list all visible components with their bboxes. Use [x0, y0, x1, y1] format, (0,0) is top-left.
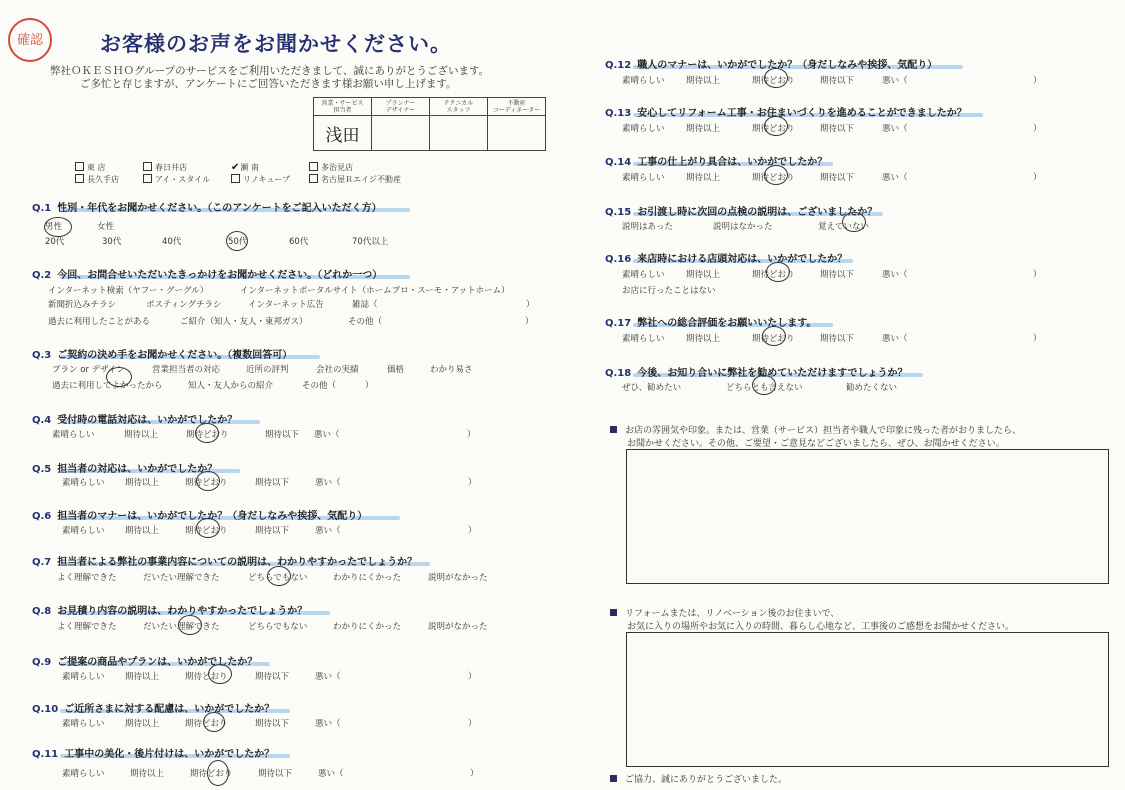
store-option[interactable] — [231, 162, 259, 173]
answer-option[interactable]: 期待以下 — [820, 76, 855, 86]
staff-value-planner[interactable] — [372, 116, 430, 151]
checkbox-icon[interactable] — [309, 162, 318, 171]
answer-option[interactable]: ） — [1033, 334, 1042, 344]
answer-option[interactable]: 期待以上 — [125, 478, 160, 488]
store-label: 多治見店 — [321, 163, 353, 172]
answer-option[interactable]: 素晴らしい — [62, 478, 105, 488]
answer-option[interactable]: 素晴らしい — [622, 270, 665, 280]
handwritten-circle-mark — [207, 760, 229, 786]
staff-header-technical: テクニカル スタッフ — [430, 98, 488, 116]
question-heading — [32, 553, 417, 568]
question-number: Q.12 — [605, 60, 632, 71]
checkbox-icon[interactable] — [143, 174, 152, 183]
answer-option[interactable]: ぜひ、勧めたい — [622, 383, 682, 393]
page-title: お客様のお声をお聞かせください。 — [100, 32, 452, 56]
answer-option[interactable]: 過去に利用してよかったから — [52, 381, 163, 391]
answer-option[interactable]: 素晴らしい — [52, 430, 95, 440]
store-label: 瀬 南 — [240, 163, 259, 172]
question-number: Q.11 — [32, 749, 59, 760]
question-heading — [32, 745, 274, 760]
answer-option[interactable]: 知人・友人からの紹介 — [188, 381, 274, 391]
question-text: 弊社への総合評価をお願いいたします。 — [637, 318, 817, 329]
answer-option[interactable]: 説明はなかった — [713, 222, 773, 232]
answer-option[interactable]: 悪い（ — [882, 124, 908, 134]
handwritten-circle-mark — [226, 231, 248, 251]
handwritten-circle-mark — [752, 375, 776, 395]
answer-option[interactable]: ご紹介（知人・友人・東邦ガス） — [180, 317, 308, 327]
answer-option[interactable]: 70代以上 — [352, 237, 389, 247]
answer-option[interactable]: 悪い（ — [315, 719, 341, 729]
answer-option[interactable]: 営業担当者の対応 — [152, 365, 221, 375]
confirmation-stamp: 確認 — [8, 18, 52, 62]
question-number: Q.2 — [32, 270, 52, 281]
staff-header-sales: 営業・サービス 担当者 — [314, 98, 372, 116]
staff-header-realestate: 不動産 コーディネーター — [488, 98, 546, 116]
answer-option[interactable]: ） — [470, 769, 479, 779]
answer-option[interactable]: 期待以下 — [258, 769, 293, 779]
question-number: Q.4 — [32, 415, 52, 426]
answer-option[interactable]: インターネットポータルサイト（ホームプロ・スーモ・アットホーム） — [240, 286, 510, 296]
handwritten-circle-mark — [842, 212, 866, 232]
answer-option[interactable]: インターネット広告 — [248, 300, 324, 310]
question-number: Q.5 — [32, 464, 52, 475]
checkbox-icon[interactable] — [75, 174, 84, 183]
square-bullet-icon — [610, 426, 617, 433]
answer-option[interactable]: 期待どおり — [752, 334, 795, 344]
answer-option[interactable]: どちらでもない — [248, 573, 308, 583]
store-label: 名古屋Ｒエイジ不動産 — [321, 175, 401, 184]
question-text: お引渡し時に次回の点検の説明は、ございましたか？ — [637, 207, 878, 218]
answer-option[interactable]: 説明がなかった — [428, 573, 488, 583]
answer-option[interactable]: 女性 — [97, 222, 115, 232]
answer-option[interactable]: ） — [525, 317, 534, 327]
staff-table — [313, 97, 546, 151]
answer-option[interactable]: 期待以下 — [255, 672, 290, 682]
answer-option[interactable]: その他（ — [302, 381, 337, 391]
answer-option[interactable]: ） — [468, 478, 477, 488]
question-text: 今後、お知り合いに弊社を勧めていただけますでしょうか？ — [637, 368, 908, 379]
store-option[interactable] — [231, 174, 290, 185]
question-number: Q.14 — [605, 157, 632, 168]
answer-option[interactable]: 素晴らしい — [62, 769, 105, 779]
answer-option[interactable]: その他（ — [348, 317, 383, 327]
answer-option[interactable]: 素晴らしい — [622, 76, 665, 86]
answer-option[interactable]: プラン or デザイン — [52, 365, 126, 375]
answer-option[interactable]: 男性 — [45, 222, 63, 232]
answer-option[interactable]: 期待以上 — [686, 173, 721, 183]
answer-option[interactable]: ） — [526, 300, 535, 310]
answer-option[interactable]: 期待どおり — [752, 173, 795, 183]
answer-option[interactable]: ） — [468, 719, 477, 729]
question-text: 安心してリフォーム工事・お住まいづくりを進めることができましたか？ — [637, 108, 967, 119]
handwritten-circle-mark — [208, 664, 232, 684]
comment2-heading-line2: お気に入りの場所やお気に入りの時間、暮らし心地など、工事後のご感想をお聞かせください。 — [627, 622, 1015, 632]
handwritten-circle-mark — [766, 262, 790, 282]
comment2-box[interactable] — [626, 632, 1109, 767]
answer-option[interactable]: 素晴らしい — [622, 334, 665, 344]
answer-option[interactable]: 期待どおり — [185, 672, 228, 682]
question-heading — [605, 314, 816, 329]
answer-option[interactable]: どちらでもない — [248, 622, 308, 632]
answer-option[interactable]: 期待以下 — [255, 478, 290, 488]
answer-option[interactable]: 会社の実績 — [316, 365, 359, 375]
answer-option[interactable]: わかり易さ — [430, 365, 473, 375]
question-heading — [32, 700, 274, 715]
question-heading — [605, 153, 827, 168]
answer-option[interactable]: 期待どおり — [190, 769, 233, 779]
store-label: リノキューブ — [243, 175, 290, 184]
answer-option[interactable]: 期待以下 — [255, 526, 290, 536]
question-number: Q.16 — [605, 254, 632, 265]
answer-option[interactable]: 雑誌（ — [352, 300, 378, 310]
answer-option[interactable]: 期待以上 — [124, 430, 159, 440]
answer-option[interactable]: よく理解できた — [57, 573, 117, 583]
store-label: 東 店 — [87, 163, 106, 172]
answer-option[interactable]: 新聞折込みチラシ — [48, 300, 117, 310]
answer-option[interactable]: 説明はあった — [622, 222, 673, 232]
answer-option[interactable]: ） — [468, 672, 477, 682]
question-text: 今回、お問合せいただいたきっかけをお聞かせください。（どれか一つ） — [57, 270, 383, 281]
handwritten-circle-mark — [44, 217, 72, 237]
handwritten-circle-mark — [764, 165, 788, 185]
answer-option[interactable]: 悪い（ — [882, 173, 908, 183]
checkbox-icon[interactable] — [143, 162, 152, 171]
answer-option[interactable]: 悪い（ — [882, 270, 908, 280]
answer-option[interactable]: 期待どおり — [752, 76, 795, 86]
answer-option[interactable]: 40代 — [162, 237, 182, 247]
handwritten-circle-mark — [203, 712, 225, 732]
answer-option[interactable]: わかりにくかった — [333, 573, 402, 583]
answer-option[interactable]: お店に行ったことはない — [622, 286, 716, 296]
store-option[interactable] — [75, 162, 106, 173]
answer-option[interactable]: 素晴らしい — [622, 173, 665, 183]
question-text: ご提案の商品やプランは、いかがでしたか？ — [57, 657, 258, 668]
staff-value-technical[interactable] — [430, 116, 488, 151]
answer-option[interactable]: 説明がなかった — [428, 622, 488, 632]
question-number: Q.6 — [32, 511, 52, 522]
handwritten-circle-mark — [762, 326, 786, 346]
question-text: 職人のマナーは、いかがでしたか？（身だしなみや挨拶、気配り） — [637, 60, 938, 71]
store-label: 長久手店 — [87, 175, 119, 184]
answer-option[interactable]: 覚えていない — [818, 222, 870, 232]
question-text: 担当者の対応は、いかがでしたか？ — [57, 464, 218, 475]
handwritten-circle-mark — [106, 367, 132, 387]
answer-option[interactable]: 悪い（ — [314, 430, 340, 440]
answer-option[interactable]: わかりにくかった — [333, 622, 402, 632]
checkbox-icon[interactable] — [231, 174, 240, 183]
answer-option[interactable]: 悪い（ — [882, 334, 908, 344]
answer-option[interactable]: 期待どおり — [186, 430, 229, 440]
answer-option[interactable]: 期待以上 — [130, 769, 165, 779]
square-bullet-icon — [610, 775, 617, 782]
question-heading — [32, 266, 382, 281]
answer-option[interactable]: 期待以上 — [125, 672, 160, 682]
store-option[interactable] — [309, 162, 353, 173]
question-number: Q.13 — [605, 108, 632, 119]
question-number: Q.10 — [32, 704, 59, 715]
comment2-heading: リフォームまたは、リノベーション後のお住まいで、 — [610, 606, 839, 619]
question-text: 工事の仕上がり具合は、いかがでしたか？ — [637, 157, 828, 168]
answer-option[interactable]: 30代 — [102, 237, 122, 247]
store-label: 春日井店 — [155, 163, 187, 172]
handwritten-circle-mark — [267, 566, 291, 586]
question-heading — [32, 602, 307, 617]
answer-option[interactable]: 素晴らしい — [62, 719, 105, 729]
answer-option[interactable]: 素晴らしい — [622, 124, 665, 134]
question-heading — [605, 203, 877, 218]
answer-option[interactable]: 悪い（ — [882, 76, 908, 86]
square-bullet-icon — [610, 609, 617, 616]
intro-line-1: 弊社ＯＫＥＳＨＯグループのサービスをご利用いただきまして、誠にありがとうございます。 — [50, 65, 490, 77]
comment1-box[interactable] — [626, 449, 1109, 584]
question-heading — [32, 199, 382, 214]
answer-option[interactable]: ） — [1033, 124, 1042, 134]
footer-thanks: ご協力、誠にありがとうございました。 — [610, 772, 787, 785]
staff-header-planner: プランナー デザイナー — [372, 98, 430, 116]
answer-option[interactable]: だいたい理解できた — [143, 622, 220, 632]
answer-option[interactable]: よく理解できた — [57, 622, 117, 632]
answer-option[interactable]: だいたい理解できた — [143, 573, 220, 583]
handwritten-circle-mark — [764, 116, 788, 136]
answer-option[interactable]: ） — [1033, 76, 1042, 86]
answer-option[interactable]: 期待どおり — [752, 270, 795, 280]
answer-option[interactable]: 悪い（ — [315, 672, 341, 682]
answer-option[interactable]: どちらとも言えない — [726, 383, 803, 393]
question-number: Q.9 — [32, 657, 52, 668]
answer-option[interactable]: 期待以上 — [686, 76, 721, 86]
staff-value-realestate[interactable] — [488, 116, 546, 151]
comment1-heading-line2: お聞かせください。その他、ご要望・ご意見などございましたら、ぜひ、お聞かせください。 — [627, 439, 1005, 449]
question-number: Q.1 — [32, 203, 52, 214]
comment1-heading: お店の雰囲気や印象。または、営業（サービス）担当者や職人で印象に残った者がおりましたら、 — [610, 423, 1021, 436]
staff-value-sales[interactable]: 浅田 — [314, 116, 372, 151]
question-heading — [32, 460, 217, 475]
store-option[interactable] — [143, 162, 187, 173]
question-number: Q.3 — [32, 350, 52, 361]
answer-option[interactable]: 期待以下 — [820, 173, 855, 183]
answer-option[interactable]: 素晴らしい — [62, 672, 105, 682]
question-number: Q.18 — [605, 368, 632, 379]
question-text: ご契約の決め手をお聞かせください。（複数回答可） — [57, 350, 293, 361]
handwritten-circle-mark — [196, 471, 220, 491]
checkmark-icon[interactable]: ✔ — [231, 162, 240, 173]
answer-option[interactable]: 60代 — [289, 237, 309, 247]
answer-option[interactable]: 勧めたくない — [846, 383, 898, 393]
answer-option[interactable]: ポスティングチラシ — [146, 300, 222, 310]
answer-option[interactable]: 素晴らしい — [62, 526, 105, 536]
store-label: アイ・スタイル — [155, 175, 211, 184]
answer-option[interactable]: 過去に利用したことがある — [48, 317, 151, 327]
store-option[interactable] — [75, 174, 119, 185]
answer-option[interactable]: 期待以上 — [686, 124, 721, 134]
answer-option[interactable]: ） — [1033, 173, 1042, 183]
question-text: 担当者による弊社の事業内容についての説明は、わかりやすかったでしょうか？ — [57, 557, 418, 568]
answer-option[interactable]: 悪い（ — [315, 478, 341, 488]
answer-option[interactable]: 悪い（ — [315, 526, 341, 536]
answer-option[interactable]: 期待以上 — [686, 334, 721, 344]
question-number: Q.8 — [32, 606, 52, 617]
answer-option[interactable]: インターネット検索（ヤフー・グーグル） — [48, 286, 209, 296]
question-text: 担当者のマナーは、いかがでしたか？（身だしなみや挨拶、気配り） — [57, 511, 368, 522]
answer-option[interactable]: 価格 — [387, 365, 405, 375]
answer-option[interactable]: 期待どおり — [185, 478, 228, 488]
intro-line-2: ご多忙と存じますが、アンケートにご回答いただきます様お願い申し上げます。 — [80, 78, 457, 90]
question-text: 受付時の電話対応は、いかがでしたか？ — [57, 415, 238, 426]
answer-option[interactable]: 期待以上 — [125, 526, 160, 536]
handwritten-circle-mark — [195, 423, 219, 443]
answer-option[interactable]: 期待以上 — [125, 719, 160, 729]
checkbox-icon[interactable] — [309, 174, 318, 183]
answer-option[interactable]: 20代 — [45, 237, 65, 247]
handwritten-circle-mark — [178, 615, 202, 635]
handwritten-circle-mark — [764, 68, 788, 88]
question-number: Q.17 — [605, 318, 632, 329]
answer-option[interactable]: 期待どおり — [752, 124, 795, 134]
answer-option[interactable]: 期待以下 — [265, 430, 300, 440]
question-heading — [605, 104, 967, 119]
question-text: お見積り内容の説明は、わかりやすかったでしょうか？ — [57, 606, 308, 617]
question-text: 工事中の美化・後片付けは、いかがでしたか？ — [64, 749, 275, 760]
answer-option[interactable]: 近所の評判 — [246, 365, 289, 375]
store-option[interactable] — [309, 174, 401, 185]
question-text: 来店時における店頭対応は、いかがでしたか？ — [637, 254, 848, 265]
checkbox-icon[interactable] — [75, 162, 84, 171]
answer-option[interactable]: 期待以下 — [820, 270, 855, 280]
answer-option[interactable]: 期待どおり — [185, 526, 228, 536]
question-text: 性別・年代をお聞かせください。（このアンケートをご記入いただく方） — [57, 203, 382, 214]
question-number: Q.7 — [32, 557, 52, 568]
question-heading — [605, 250, 847, 265]
answer-option[interactable]: 期待以上 — [686, 270, 721, 280]
answer-option[interactable]: 期待どおり — [185, 719, 228, 729]
answer-option[interactable]: 50代 — [228, 237, 248, 247]
handwritten-circle-mark — [196, 518, 220, 538]
answer-option[interactable]: 期待以下 — [820, 334, 855, 344]
answer-option[interactable]: ） — [467, 430, 476, 440]
question-heading — [32, 346, 292, 361]
question-number: Q.15 — [605, 207, 632, 218]
answer-option[interactable]: ） — [1033, 270, 1042, 280]
answer-option[interactable]: ） — [365, 381, 374, 391]
answer-option[interactable]: ） — [468, 526, 477, 536]
answer-option[interactable]: 悪い（ — [318, 769, 344, 779]
answer-option[interactable]: 期待以下 — [255, 719, 290, 729]
store-option[interactable] — [143, 174, 210, 185]
answer-option[interactable]: 期待以下 — [820, 124, 855, 134]
question-text: ご近所さまに対する配慮は、いかがでしたか？ — [64, 704, 275, 715]
